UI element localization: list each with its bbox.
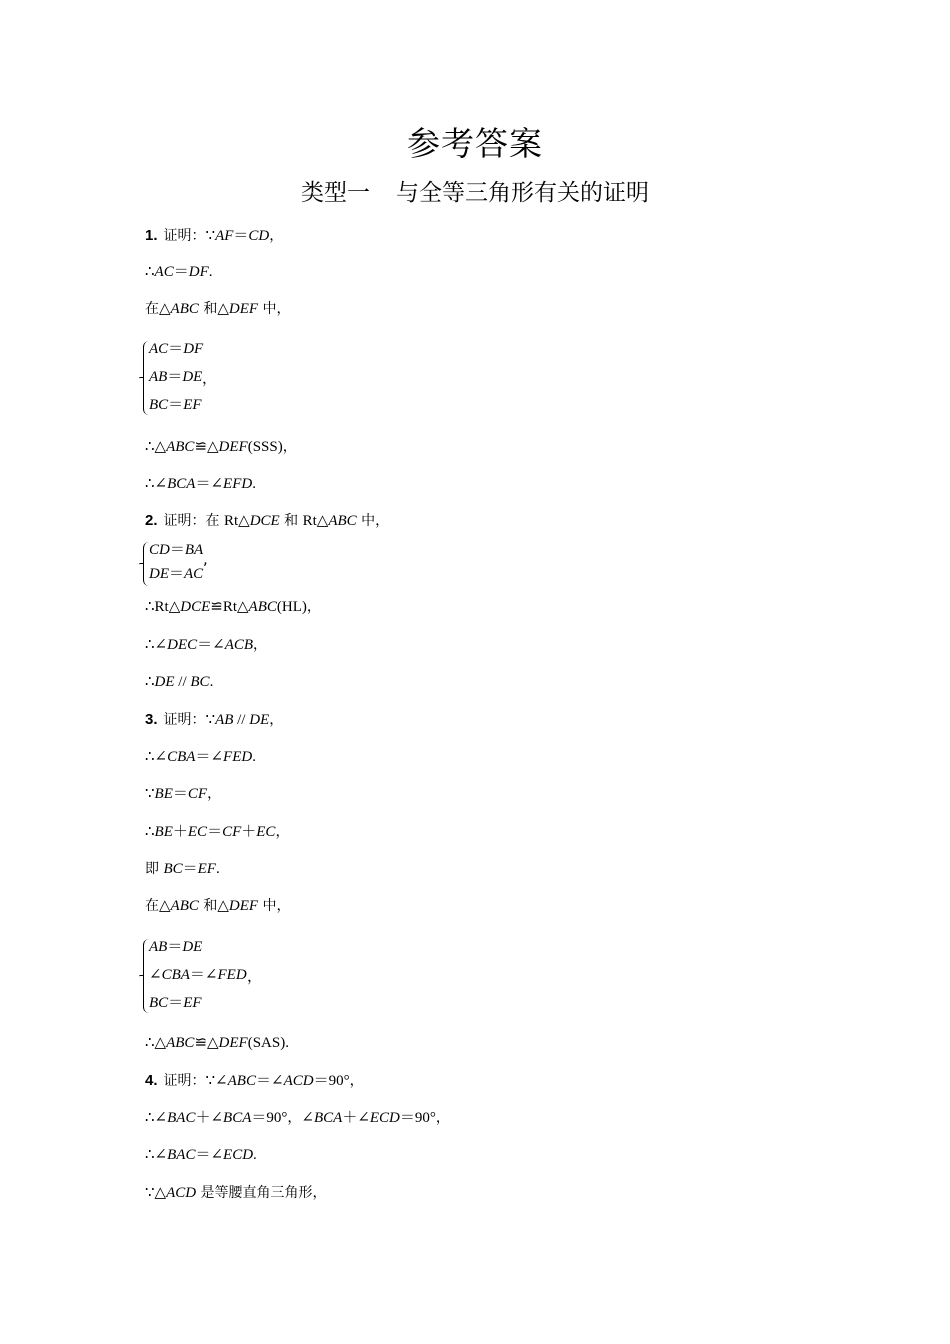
- text-run: ∵: [205, 712, 216, 728]
- math-variable: AB: [149, 939, 168, 955]
- proof-line: [145, 1183, 327, 1203]
- text-run: ∴: [145, 674, 155, 690]
- math-variable: DEF: [218, 439, 248, 455]
- math-variable: CD: [248, 228, 270, 244]
- proof-line: [145, 437, 297, 457]
- text-run: ∴∠: [145, 1147, 168, 1163]
- math-variable: EF: [183, 995, 202, 1011]
- text-run: ＋∠: [195, 1110, 224, 1126]
- equation-row: [149, 395, 202, 415]
- text-run: ∵△: [145, 1185, 167, 1201]
- math-variable: DEC: [167, 637, 198, 653]
- math-variable: ABC: [170, 898, 199, 914]
- text-run: ＝: [167, 369, 183, 385]
- text-run: .: [208, 264, 213, 280]
- math-variable: BC: [190, 674, 210, 690]
- math-variable: BAC: [167, 1147, 196, 1163]
- text-run: //: [233, 712, 250, 728]
- trailing-comma: ，: [247, 967, 263, 985]
- math-variable: ECD: [369, 1110, 400, 1126]
- equation-row: [149, 993, 202, 1013]
- text-run: ∴: [145, 824, 155, 840]
- problem-number: 3.: [145, 711, 158, 728]
- text-run: ∵: [205, 228, 216, 244]
- math-variable: BCA: [167, 476, 196, 492]
- text-run: △: [159, 898, 171, 914]
- math-variable: EF: [197, 861, 216, 877]
- text-run: 在: [205, 513, 224, 529]
- math-variable: DEF: [228, 301, 259, 317]
- equation-row: [149, 564, 203, 584]
- text-run: ＝: [168, 341, 184, 357]
- math-variable: DEF: [218, 1035, 248, 1051]
- math-variable: ABC: [248, 599, 277, 615]
- text-run: ≌△: [194, 1035, 219, 1051]
- text-run: 和: [198, 898, 218, 914]
- proof-line: [145, 784, 221, 804]
- text-run: △: [217, 301, 229, 317]
- text-run: ＝∠: [195, 1147, 224, 1163]
- text-run: ∴∠: [145, 637, 168, 653]
- text-run: △: [159, 301, 171, 317]
- text-run: ＝90°: [251, 1110, 288, 1126]
- text-run: ＝: [167, 939, 183, 955]
- text-run: ∠: [149, 967, 162, 983]
- text-run: ＝90°: [399, 1110, 436, 1126]
- proof-line: [145, 1145, 257, 1165]
- math-variable: ABC: [166, 1035, 195, 1051]
- text-run: ，: [306, 599, 321, 615]
- math-variable: DE: [182, 939, 203, 955]
- text-run: .: [252, 749, 256, 765]
- text-run: ，: [269, 712, 284, 728]
- math-variable: FED: [223, 749, 253, 765]
- text-run: ＋: [241, 824, 257, 840]
- math-variable: BAC: [167, 1110, 196, 1126]
- text-run: ＝∠: [197, 637, 225, 653]
- proof-line: [145, 672, 213, 692]
- math-variable: BC: [163, 861, 183, 877]
- text-run: .: [209, 674, 214, 690]
- page-title: 参考答案: [407, 124, 543, 163]
- math-variable: ABC: [166, 439, 195, 455]
- text-run: ＝: [169, 566, 185, 582]
- math-variable: DE: [182, 369, 203, 385]
- text-run: ＝90°: [313, 1073, 350, 1089]
- text-run: 和: [279, 513, 303, 529]
- math-variable: BCA: [223, 1110, 252, 1126]
- text-run: ＝: [173, 264, 189, 280]
- math-variable: BE: [154, 786, 173, 802]
- math-variable: EC: [187, 824, 208, 840]
- proof-line: [145, 1108, 450, 1128]
- problem-number: 1.: [145, 227, 158, 244]
- text-run: .: [253, 1147, 257, 1163]
- text-run: △: [217, 898, 229, 914]
- text-run: ＝∠: [195, 749, 224, 765]
- text-run: ，: [275, 824, 290, 840]
- text-run: Rt△: [302, 513, 329, 529]
- text-run: 和: [198, 301, 218, 317]
- math-variable: ACB: [224, 637, 254, 653]
- math-variable: CBA: [161, 967, 190, 983]
- math-variable: AC: [149, 341, 169, 357]
- math-variable: AC: [184, 566, 204, 582]
- text-run: (SAS).: [247, 1035, 289, 1051]
- math-variable: DEF: [228, 898, 259, 914]
- equation-row: [149, 540, 203, 560]
- problem-number: 2.: [145, 512, 158, 529]
- text-run: ∵∠: [205, 1073, 228, 1089]
- math-variable: EF: [183, 397, 202, 413]
- math-variable: FED: [217, 967, 247, 983]
- text-run: (HL): [276, 599, 307, 615]
- text-run: 在: [145, 301, 159, 317]
- text-run: ∴∠: [145, 476, 168, 492]
- math-variable: DF: [188, 264, 209, 280]
- text-run: 中，: [356, 513, 390, 529]
- trailing-comma: ，: [202, 369, 218, 387]
- text-run: ＝: [168, 995, 184, 1011]
- text-run: ≌△: [194, 439, 219, 455]
- math-variable: BCA: [313, 1110, 343, 1126]
- text-run: ∠: [301, 1110, 314, 1126]
- text-run: ，: [287, 1110, 302, 1126]
- equation-row: [149, 367, 202, 387]
- equation-row: [149, 965, 247, 985]
- proof-line: [145, 299, 291, 319]
- proof-line: [145, 635, 267, 655]
- text-run: ，: [253, 637, 268, 653]
- proof-line: [145, 1071, 364, 1091]
- text-run: //: [174, 674, 191, 690]
- math-variable: DCE: [180, 599, 211, 615]
- proof-line: [145, 474, 256, 494]
- math-variable: DE: [154, 674, 175, 690]
- text-run: ＝: [172, 786, 188, 802]
- math-variable: ECD: [223, 1147, 254, 1163]
- text-run: 证明：: [163, 1073, 206, 1089]
- text-run: ＋∠: [342, 1110, 370, 1126]
- math-variable: ABC: [170, 301, 199, 317]
- text-run: ∴: [145, 264, 155, 280]
- text-run: ∴△: [145, 1035, 167, 1051]
- text-run: ＝: [168, 397, 184, 413]
- text-run: .: [252, 476, 256, 492]
- proof-line: [145, 896, 291, 916]
- proof-line: [145, 747, 256, 767]
- text-run: ＝: [233, 228, 249, 244]
- text-run: 在: [145, 898, 159, 914]
- text-run: ＝: [207, 824, 223, 840]
- math-variable: BC: [149, 995, 169, 1011]
- math-variable: ACD: [283, 1073, 314, 1089]
- math-variable: DF: [183, 341, 204, 357]
- text-run: ∴Rt△: [145, 599, 181, 615]
- proof-line: [145, 710, 283, 730]
- proof-line: [145, 597, 321, 617]
- problem-number: 4.: [145, 1072, 158, 1089]
- math-variable: ACD: [166, 1185, 197, 1201]
- text-run: 中，: [258, 301, 291, 317]
- math-variable: CF: [187, 786, 208, 802]
- proof-line: [145, 511, 389, 531]
- proof-line: [145, 822, 289, 842]
- text-run: ＝: [182, 861, 198, 877]
- math-variable: ABC: [227, 1073, 256, 1089]
- math-variable: ABC: [328, 513, 357, 529]
- text-run: 中，: [258, 898, 291, 914]
- text-run: ≌Rt△: [210, 599, 249, 615]
- math-variable: EFD: [223, 476, 253, 492]
- text-run: ∴∠: [145, 1110, 168, 1126]
- math-variable: BA: [184, 542, 204, 558]
- text-run: ，: [282, 439, 297, 455]
- proof-line: [145, 859, 220, 879]
- proof-line: [145, 226, 283, 246]
- text-run: ，: [435, 1110, 450, 1126]
- text-run: ＝∠: [189, 967, 218, 983]
- text-run: 即: [145, 861, 164, 877]
- section-heading: [0, 174, 950, 207]
- text-run: ，: [349, 1073, 364, 1089]
- text-run: Rt△: [223, 513, 250, 529]
- text-run: 证明：: [163, 513, 206, 529]
- math-variable: DCE: [249, 513, 280, 529]
- math-variable: CF: [222, 824, 242, 840]
- text-run: ＝∠: [195, 476, 224, 492]
- math-variable: AC: [154, 264, 174, 280]
- text-run: ∴△: [145, 439, 167, 455]
- equation-row: [149, 937, 202, 957]
- math-variable: EC: [256, 824, 276, 840]
- math-variable: AF: [215, 228, 234, 244]
- text-run: ∴∠: [145, 749, 168, 765]
- text-run: ＋: [172, 824, 188, 840]
- text-run: ，: [269, 228, 284, 244]
- math-variable: BC: [149, 397, 169, 413]
- section-type-label: 类型一: [301, 180, 370, 206]
- text-run: 证明：: [163, 228, 206, 244]
- trailing-comma: ,: [203, 550, 208, 568]
- text-run: .: [215, 861, 220, 877]
- proof-line: [145, 262, 212, 282]
- math-variable: AB: [215, 712, 234, 728]
- text-run: (SSS): [247, 439, 283, 455]
- math-variable: CD: [149, 542, 170, 558]
- equation-row: [149, 339, 203, 359]
- text-run: ∵: [145, 786, 155, 802]
- math-variable: CBA: [167, 749, 196, 765]
- text-run: ＝: [169, 542, 185, 558]
- text-run: 是等腰直角三角形，: [196, 1185, 327, 1201]
- math-variable: DE: [249, 712, 270, 728]
- math-variable: DE: [149, 566, 169, 582]
- text-run: ，: [207, 786, 222, 802]
- text-run: 证明：: [163, 712, 206, 728]
- math-variable: AB: [149, 369, 168, 385]
- proof-line: [145, 1033, 289, 1053]
- math-variable: BE: [154, 824, 173, 840]
- text-run: ＝∠: [255, 1073, 284, 1089]
- section-topic-label: 与全等三角形有关的证明: [396, 180, 649, 206]
